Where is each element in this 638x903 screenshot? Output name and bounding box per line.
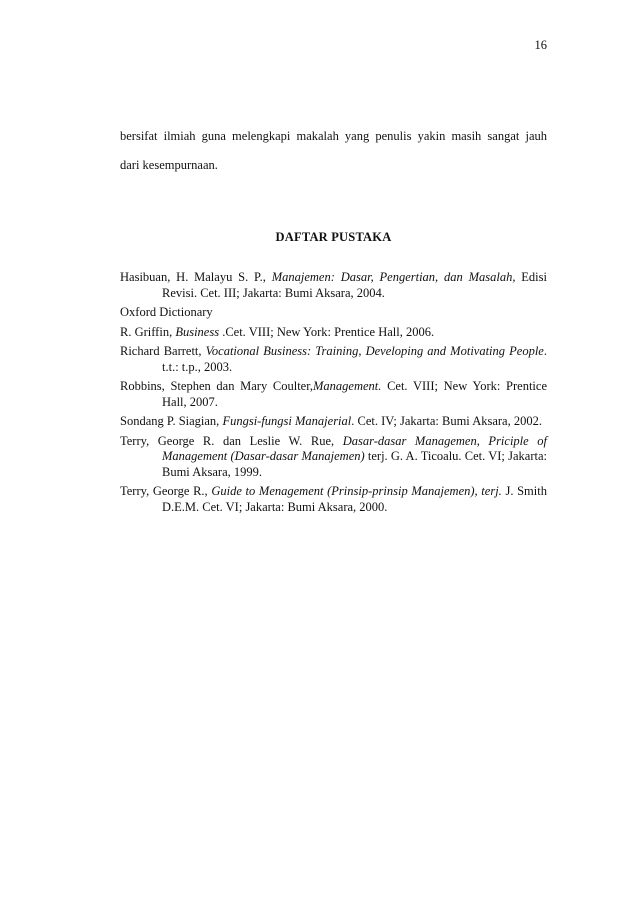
reference-title: Fungsi-fungsi Manajerial <box>222 414 352 428</box>
intro-line-2: dari kesempurnaan. <box>120 158 218 172</box>
reference-list <box>120 270 547 519</box>
reference-author: Robbins, Stephen dan Mary Coulter, <box>120 379 313 393</box>
reference-item <box>120 344 547 375</box>
reference-details: Cet. VIII; New York: Prentice Hall, 2007. <box>162 379 547 409</box>
bibliography-heading: DAFTAR PUSTAKA <box>275 230 392 244</box>
reference-details: J. Smith D.E.M. Cet. VI; Jakarta: Bumi Aksara, 2000. <box>162 484 547 514</box>
reference-details: . t.t.: t.p., 2003. <box>162 344 547 374</box>
reference-author: Terry, George R., <box>120 484 212 498</box>
reference-item <box>120 414 547 430</box>
reference-title: Manajemen: Dasar, Pengertian, dan Masalah, <box>271 270 516 284</box>
reference-item <box>120 434 547 481</box>
reference-title: Business <box>175 324 220 339</box>
reference-author: R. Griffin, <box>120 324 176 339</box>
reference-title: Management. <box>313 379 382 393</box>
reference-author: Hasibuan, H. Malayu S. P., <box>120 270 272 284</box>
reference-author: Oxford Dictionary <box>120 305 213 319</box>
reference-title: Vocational Business: Training, Developing and Motivating People <box>205 344 544 358</box>
reference-author: Terry, George R. dan Leslie W. Rue, <box>120 433 343 448</box>
reference-author: Sondang P. Siagian, <box>120 414 223 428</box>
intro-paragraph <box>120 122 547 180</box>
reference-item <box>120 270 547 301</box>
intro-line-1: bersifat ilmiah guna melengkapi makalah yang penulis yakin masih sangat jauh <box>120 129 547 143</box>
reference-details: terj. G. A. Ticoalu. Cet. VI; Jakarta: Bumi Aksara, 1999. <box>162 449 547 479</box>
reference-details: .Cet. VIII; New York: Prentice Hall, 2006. <box>219 324 435 339</box>
reference-title: Guide to Menagement (Prinsip-prinsip Manajemen), terj. <box>211 484 502 498</box>
reference-item <box>120 325 547 341</box>
reference-title: Dasar-dasar Managemen, Priciple of Management (Dasar-dasar Manajemen) <box>162 433 547 463</box>
reference-author: Richard Barrett, <box>120 344 206 358</box>
reference-item <box>120 305 547 321</box>
reference-item <box>120 379 547 410</box>
reference-details: Edisi Revisi. Cet. III; Jakarta: Bumi Aksara, 2004. <box>162 270 547 300</box>
reference-item <box>120 484 547 515</box>
reference-details: . Cet. IV; Jakarta: Bumi Aksara, 2002. <box>351 414 542 428</box>
page-number: 16 <box>534 38 547 52</box>
